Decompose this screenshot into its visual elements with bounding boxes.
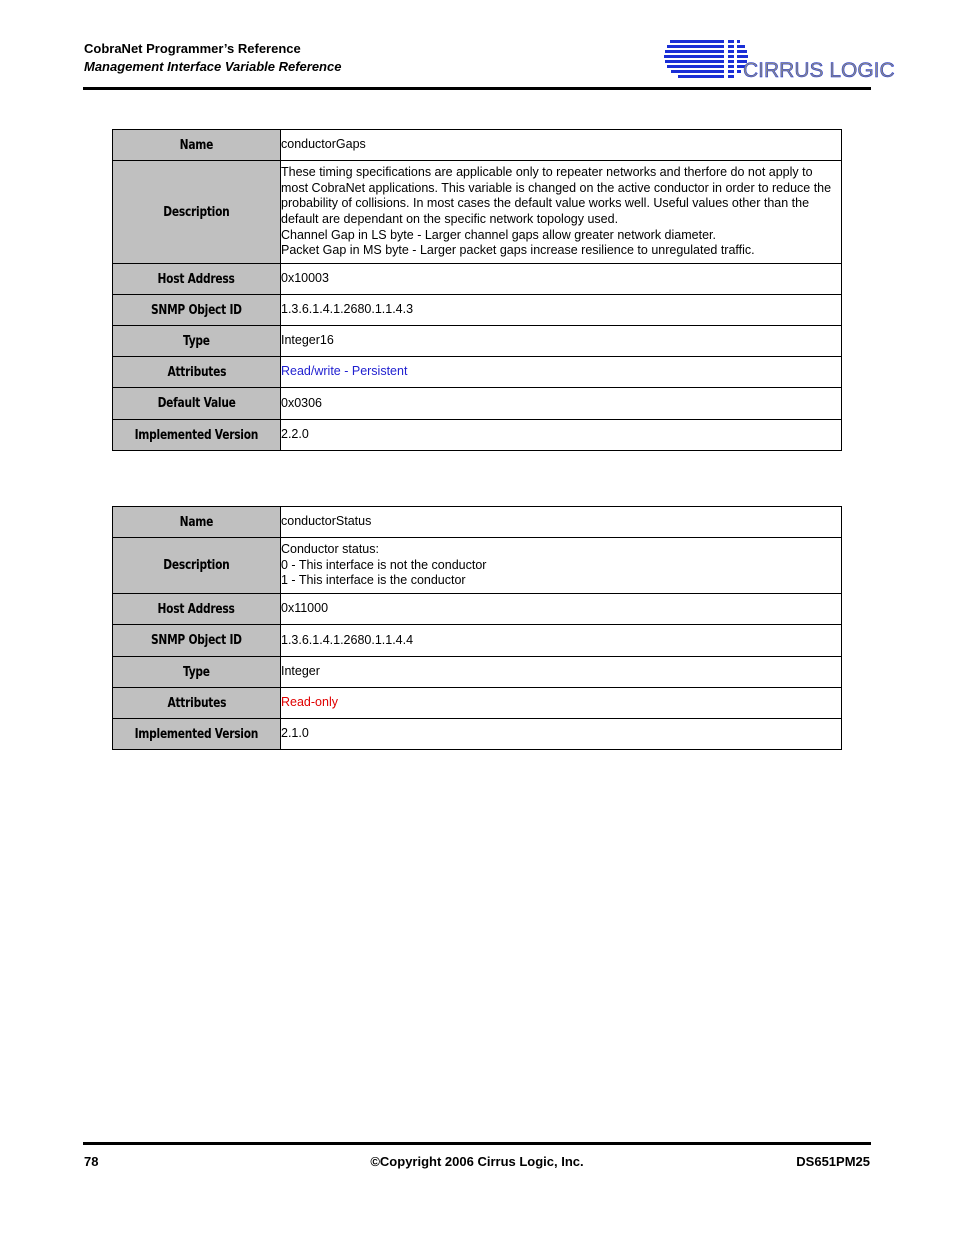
table-row <box>113 295 842 326</box>
row-label: SNMP Object ID <box>113 295 281 326</box>
logo-wordmark: CIRRUS LOGIC <box>743 59 895 82</box>
row-value: 0x0306 <box>281 388 842 420</box>
row-label: Host Address <box>113 264 281 295</box>
description-line: Conductor status: <box>281 542 379 557</box>
variable-table-conductorGaps <box>112 129 842 451</box>
table-row <box>113 420 842 451</box>
row-label: Description <box>113 538 281 594</box>
description-line: Channel Gap in LS byte - Larger channel gaps allow greater network diameter. <box>281 227 716 242</box>
table-row <box>113 538 842 594</box>
table-row <box>113 161 842 264</box>
row-label: Type <box>113 657 281 688</box>
document-id: DS651PM25 <box>796 1154 870 1169</box>
table-row <box>113 326 842 357</box>
row-value: 0x11000 <box>281 594 842 625</box>
row-value: conductorGaps <box>281 130 842 161</box>
cirrus-logic-logo <box>664 34 895 84</box>
attributes-link[interactable]: Read/write - Persistent <box>281 357 842 388</box>
row-label: Name <box>113 507 281 538</box>
table-row <box>113 719 842 750</box>
row-value: Integer16 <box>281 326 842 357</box>
footer-rule <box>83 1142 871 1145</box>
row-value: Integer <box>281 657 842 688</box>
table-row <box>113 264 842 295</box>
row-label: Default Value <box>113 388 281 420</box>
page-header-title: CobraNet Programmer’s Reference <box>84 41 301 56</box>
row-value: 1.3.6.1.4.1.2680.1.1.4.3 <box>281 295 842 326</box>
table-row <box>113 594 842 625</box>
row-value <box>281 538 842 594</box>
description-line: 1 - This interface is the conductor <box>281 573 466 588</box>
row-label: Host Address <box>113 594 281 625</box>
row-label: Attributes <box>113 357 281 388</box>
table-row <box>113 357 842 388</box>
attributes-link[interactable]: Read-only <box>281 688 842 719</box>
row-value: 2.2.0 <box>281 420 842 451</box>
row-label: Implemented Version <box>113 420 281 451</box>
table-row <box>113 657 842 688</box>
row-value: conductorStatus <box>281 507 842 538</box>
row-label: SNMP Object ID <box>113 625 281 657</box>
copyright-notice: ©Copyright 2006 Cirrus Logic, Inc. <box>370 1154 584 1169</box>
table-row <box>113 130 842 161</box>
row-label: Description <box>113 161 281 264</box>
row-value: 2.1.0 <box>281 719 842 750</box>
table-row <box>113 625 842 657</box>
row-label: Implemented Version <box>113 719 281 750</box>
row-value: 1.3.6.1.4.1.2680.1.1.4.4 <box>281 625 842 657</box>
row-label: Name <box>113 130 281 161</box>
description-line: Packet Gap in MS byte - Larger packet gaps increase resilience to unregulated traffic. <box>281 243 755 258</box>
row-value: 0x10003 <box>281 264 842 295</box>
table-row <box>113 688 842 719</box>
page-number: 78 <box>84 1154 99 1169</box>
page-header-subtitle: Management Interface Variable Reference <box>84 59 342 74</box>
description-line: These timing specifications are applicable only to repeater networks and therfore do not apply to most CobraNet applications. This variable is changed on the active conductor in order to reduce the probability of collisions. In most cases the default value works well. Useful values other than the default are dependant on the specific network topology used. <box>281 165 832 226</box>
table-row <box>113 507 842 538</box>
row-value <box>281 161 842 264</box>
row-label: Attributes <box>113 688 281 719</box>
row-label: Type <box>113 326 281 357</box>
description-line: 0 - This interface is not the conductor <box>281 557 487 572</box>
header-rule <box>83 87 871 90</box>
variable-table-conductorStatus <box>112 506 842 750</box>
table-row <box>113 388 842 420</box>
